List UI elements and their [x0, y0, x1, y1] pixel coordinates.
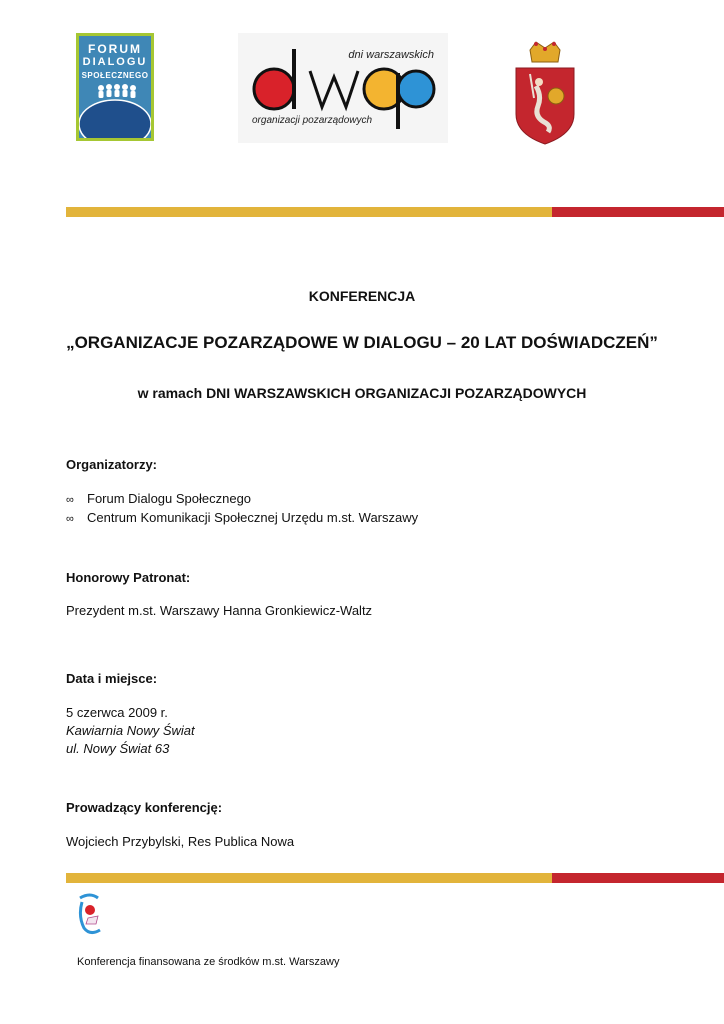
organizer-item-label: Centrum Komunikacji Społecznej Urzędu m.st. Warszawy — [87, 510, 419, 525]
event-venue: Kawiarnia Nowy Świat — [66, 723, 195, 738]
dwop-bottom-caption: organizacji pozarządowych — [252, 115, 373, 126]
fds-logo-line1: FORUM — [88, 42, 142, 56]
stripe-yellow-segment — [66, 207, 552, 217]
organizer-item — [66, 491, 251, 506]
conference-title: „ORGANIZACJE POZARZĄDOWE W DIALOGU – 20 LAT DOŚWIADCZEŃ” — [66, 333, 658, 352]
infinity-bullet-icon: ∞ — [66, 513, 74, 525]
fds-logo-line2: DIALOGU — [82, 56, 148, 68]
dwop-top-caption: dni warszawskich — [348, 49, 434, 61]
stripe-red-segment — [552, 207, 724, 217]
organizer-item — [66, 510, 418, 525]
fds-logo-line3: SPOŁECZNEGO — [81, 71, 149, 80]
zielone-dzielnice-logo-icon — [76, 892, 106, 936]
forum-dialogu-logo — [76, 33, 154, 141]
organizer-item-label: Forum Dialogu Społecznego — [87, 491, 252, 506]
conference-subtitle: w ramach DNI WARSZAWSKICH ORGANIZACJI POZARZĄDOWYCH — [137, 385, 587, 401]
warsaw-coat-of-arms-icon — [512, 40, 578, 146]
funding-note: Konferencja finansowana ze środków m.st. Warszawy — [77, 956, 340, 968]
patronage-value: Prezydent m.st. Warszawy Hanna Gronkiewicz-Waltz — [66, 603, 373, 618]
top-color-stripe — [66, 207, 724, 217]
bottom-color-stripe — [66, 873, 724, 883]
host-value: Wojciech Przybylski, Res Publica Nowa — [66, 834, 295, 849]
patronage-label: Honorowy Patronat: — [66, 570, 191, 585]
stripe-yellow-segment — [66, 873, 552, 883]
people-ellipse-icon — [79, 82, 151, 141]
dwop-logo — [238, 33, 448, 143]
infinity-bullet-icon: ∞ — [66, 494, 74, 506]
host-label: Prowadzący konferencję: — [66, 800, 223, 815]
organizers-label: Organizatorzy: — [66, 457, 158, 472]
dwop-wordmark-icon — [238, 33, 448, 143]
event-address: ul. Nowy Świat 63 — [66, 741, 170, 756]
date-place-label: Data i miejsce: — [66, 671, 158, 686]
event-date: 5 czerwca 2009 r. — [66, 705, 168, 720]
stripe-red-segment — [552, 873, 724, 883]
conference-label: KONFERENCJA — [308, 288, 416, 304]
